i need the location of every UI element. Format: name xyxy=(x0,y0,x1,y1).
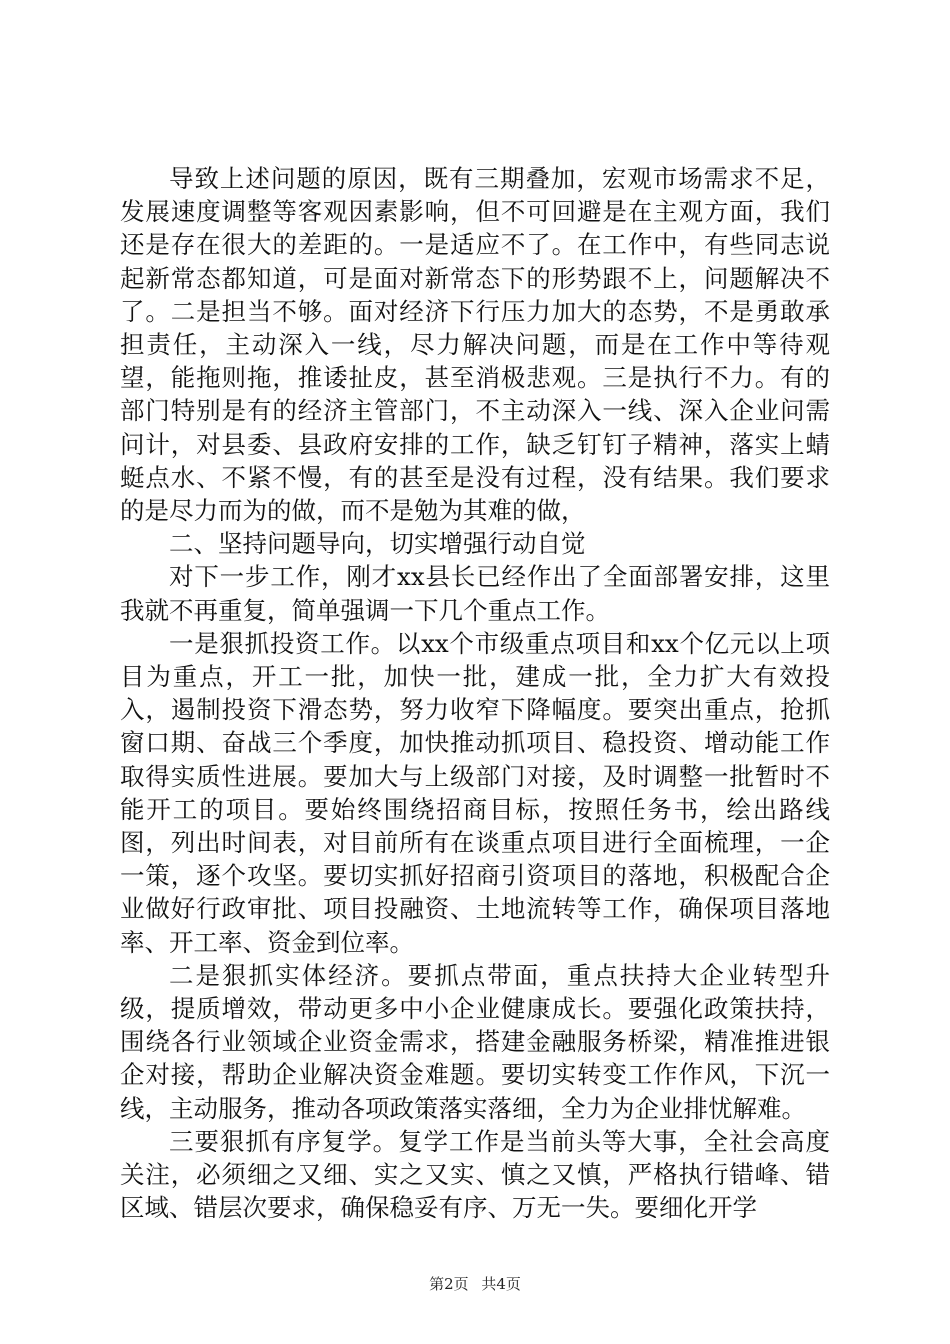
paragraph-real-economy: 二是狠抓实体经济。要抓点带面，重点扶持大企业转型升级，提质增效，带动更多中小企业健康成长。要强化政策扶持，围绕各行业领域企业资金需求，搭建金融服务桥梁，精准推进银企对接，帮助企业解决资金难题。要切实转变工作作风，下沉一线，主动服务，推动各项政策落实落细，全力为企业排忧解难。 xyxy=(120,960,830,1123)
paragraph-investment: 一是狠抓投资工作。以xx个市级重点项目和xx个亿元以上项目为重点，开工一批，加快一批，建成一批，全力扩大有效投入，遏制投资下滑态势，努力收窄下降幅度。要突出重点，抢抓窗口期、奋战三个季度，加快推动抓项目、稳投资、增动能工作取得实质性进展。要加大与上级部门对接，及时调整一批暂时不能开工的项目。要始终围绕招商目标，按照任务书，绘出路线图，列出时间表，对目前所有在谈重点项目进行全面梳理，一企一策，逐个攻坚。要切实抓好招商引资项目的落地，积极配合企业做好行政审批、项目投融资、土地流转等工作，确保项目落地率、开工率、资金到位率。 xyxy=(120,628,830,957)
document-body xyxy=(120,162,830,1225)
paragraph-next-steps: 对下一步工作，刚才xx县长已经作出了全面部署安排，这里我就不再重复，简单强调一下几个重点工作。 xyxy=(120,562,830,625)
page-number-total: 共4页 xyxy=(481,1275,521,1293)
section-heading-2: 二、坚持问题导向，切实增强行动自觉 xyxy=(169,529,586,559)
paragraph-causes: 导致上述问题的原因，既有三期叠加，宏观市场需求不足，发展速度调整等客观因素影响，但不可回避是在主观方面，我们还是存在很大的差距的。一是适应不了。在工作中，有些同志说起新常态都知道，可是面对新常态下的形势跟不上，问题解决不了。二是担当不够。面对经济下行压力加大的态势，不是勇敢承担责任，主动深入一线，尽力解决问题，而是在工作中等待观望，能拖则拖，推诿扯皮，甚至消极悲观。三是执行不力。有的部门特别是有的经济主管部门，不主动深入一线、深入企业问需问计，对县委、县政府安排的工作，缺乏钉钉子精神，落实上蜻蜓点水、不紧不慢，有的甚至是没有过程，没有结果。我们要求的是尽力而为的做，而不是勉为其难的做， xyxy=(120,164,830,526)
page-number-current: 第2页 xyxy=(429,1275,469,1293)
paragraph-school-reopening: 三要狠抓有序复学。复学工作是当前头等大事，全社会高度关注，必须细之又细、实之又实、慎之又慎，严格执行错峰、错区域、错层次要求，确保稳妥有序、万无一失。要细化开学 xyxy=(120,1126,830,1223)
page-footer xyxy=(0,1273,950,1294)
